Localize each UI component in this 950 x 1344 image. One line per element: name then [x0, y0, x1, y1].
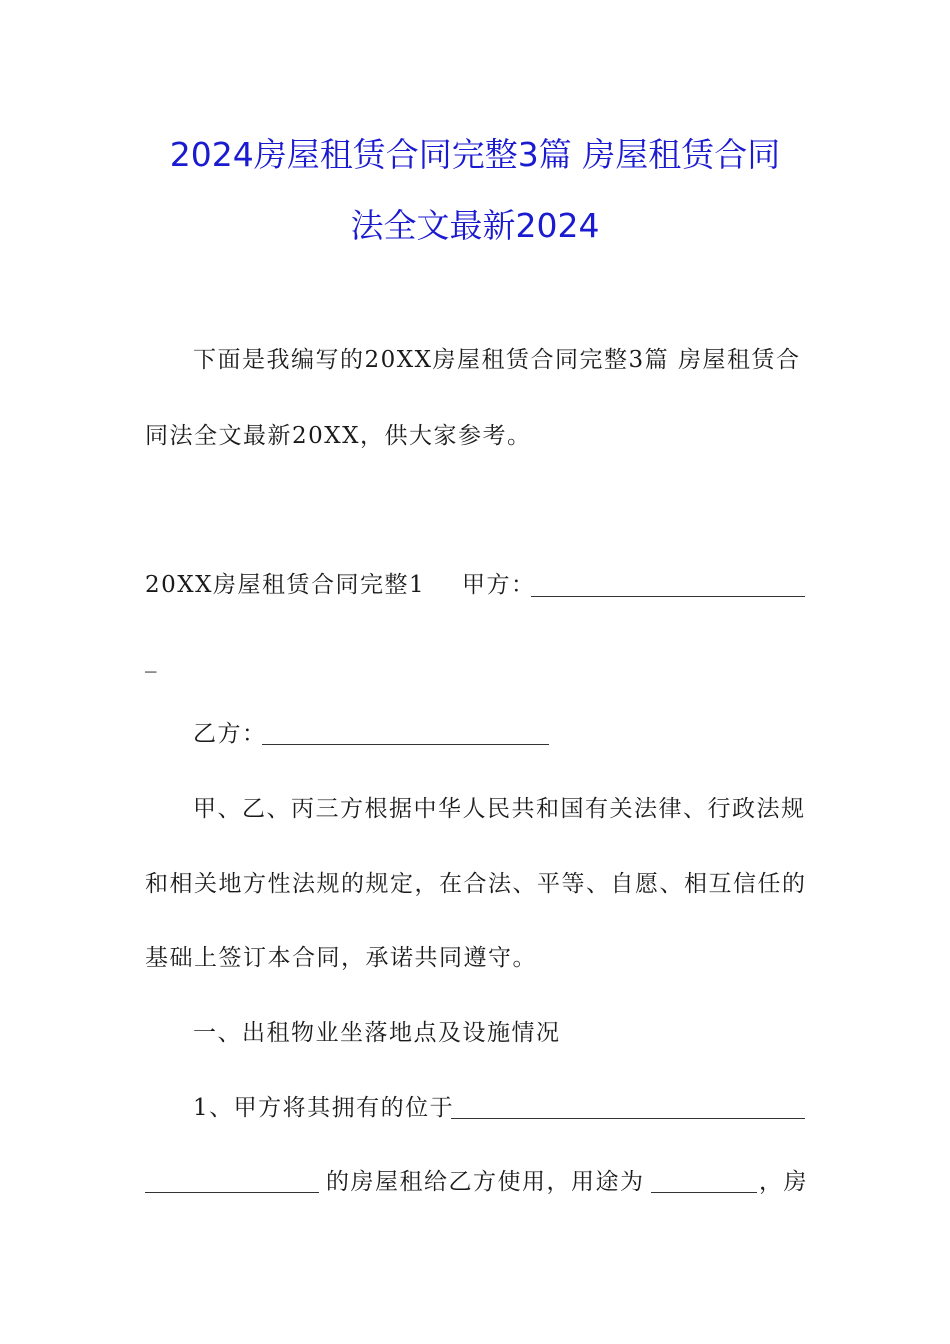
clause1-item1-end: ，房 [759, 1169, 808, 1195]
party-b-label: 乙方： [193, 721, 267, 747]
section-heading-row [145, 574, 425, 597]
party-a-blank [531, 576, 805, 597]
clause1-item1-start: 1、甲方将其拥有的位于 [193, 1095, 455, 1121]
party-a-label: 甲方： [462, 572, 536, 598]
para1-line-2: 和相关地方性法规的规定，在合法、平等、自愿、相互信任的 [145, 871, 807, 897]
section1-heading: 20XX房屋租赁合同完整1 [145, 572, 426, 598]
location-blank-cont [145, 1172, 319, 1193]
intro-line-2: 同法全文最新20XX，供大家参考。 [145, 423, 532, 449]
document-title-line-2: 法全文最新2024 [350, 206, 600, 245]
clause1-item1-mid: 的房屋租给乙方使用，用途为 [326, 1169, 645, 1195]
party-b-blank [262, 724, 549, 745]
location-blank [451, 1098, 805, 1119]
usage-blank [651, 1172, 757, 1193]
party-a-overflow: _ [145, 647, 158, 673]
para1-line-1: 甲、乙、丙三方根据中华人民共和国有关法律、行政法规 [193, 796, 806, 822]
intro-line-1: 下面是我编写的20XX房屋租赁合同完整3篇 房屋租赁合 [193, 347, 801, 373]
clause1-heading: 一、出租物业坐落地点及设施情况 [193, 1020, 561, 1046]
party-a-row [462, 574, 536, 597]
document-title-line-1: 2024房屋租赁合同完整3篇 房屋租赁合同 [169, 135, 781, 174]
para1-line-3: 基础上签订本合同，承诺共同遵守。 [145, 945, 537, 971]
